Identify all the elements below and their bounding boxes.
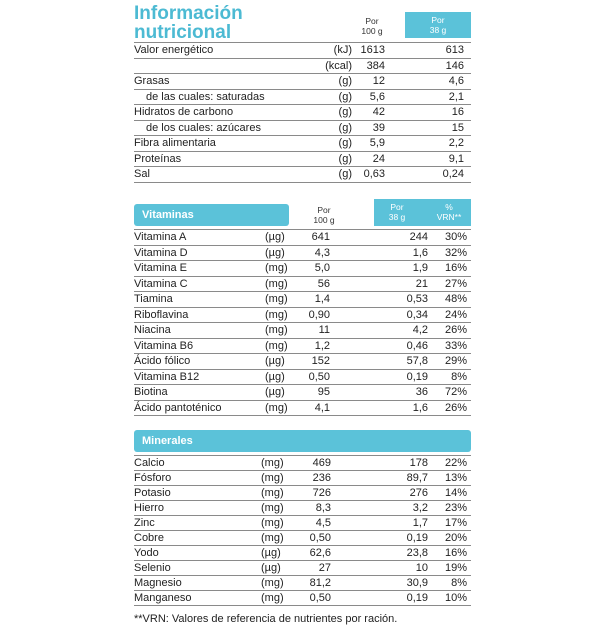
- vitamin-row: [134, 277, 471, 293]
- nutrition-value-100g: 384: [366, 59, 385, 72]
- vitamin-label: Vitamina A: [134, 231, 187, 243]
- nutrition-unit: (g): [338, 75, 352, 87]
- mineral-unit: (mg): [261, 502, 284, 514]
- nutrition-label: Sal: [134, 168, 150, 180]
- nutrition-value-100g: 42: [372, 106, 385, 118]
- nutrition-row: [134, 105, 471, 121]
- nutrition-value-100g: 39: [372, 121, 385, 134]
- mineral-label: Selenio: [134, 562, 171, 574]
- mineral-value-100g: 4,5: [315, 517, 331, 529]
- nutrition-value-serving: 16: [451, 106, 464, 118]
- nutrition-col-100g-header: Por 100 g: [361, 16, 383, 36]
- vitamin-value-100g: 1,2: [314, 339, 330, 352]
- mineral-row: [134, 516, 471, 531]
- mineral-unit: (µg): [261, 562, 281, 574]
- vitamin-value-100g: 95: [317, 386, 330, 398]
- mineral-row: [134, 456, 471, 471]
- mineral-unit: (mg): [261, 472, 284, 484]
- nutrition-value-serving: 613: [445, 44, 464, 56]
- mineral-label: Cobre: [134, 532, 164, 544]
- vitamin-value-serving: 1,9: [412, 262, 428, 274]
- mineral-row: [134, 531, 471, 546]
- mineral-value-serving: 276: [409, 487, 428, 499]
- vitamin-value-100g: 0,50: [308, 370, 330, 383]
- vitamins-header: Vitaminas: [134, 204, 289, 226]
- mineral-unit: (µg): [261, 547, 281, 559]
- vitamin-value-serving: 0,34: [406, 308, 428, 321]
- mineral-value-100g: 236: [312, 472, 331, 484]
- vitamin-label: Tiamina: [134, 293, 173, 305]
- nutrition-value-100g: 1613: [360, 44, 385, 56]
- vitamin-label: Biotina: [134, 386, 168, 398]
- nutrition-value-serving: 4,6: [448, 75, 464, 87]
- vitamin-value-100g: 4,1: [314, 401, 330, 414]
- vitamin-row: [134, 308, 471, 324]
- mineral-row: [134, 561, 471, 576]
- vitamin-value-100g: 1,4: [314, 293, 330, 305]
- mineral-value-vrn: 19%: [444, 562, 467, 574]
- vitamin-value-vrn: 26%: [444, 324, 467, 336]
- nutrition-value-serving: 9,1: [448, 152, 464, 165]
- nutrition-row: [134, 59, 471, 75]
- nutrition-row: [134, 121, 471, 137]
- nutrition-value-100g: 24: [372, 152, 385, 165]
- mineral-value-serving: 0,19: [406, 532, 428, 544]
- nutrition-unit: (g): [338, 90, 352, 103]
- nutrition-unit: (kJ): [333, 44, 352, 56]
- mineral-value-100g: 81,2: [309, 577, 331, 589]
- nutrition-value-serving: 15: [451, 121, 464, 134]
- nutrition-unit: (g): [338, 121, 352, 134]
- vitamin-unit: (mg): [265, 308, 288, 321]
- vitamin-value-vrn: 8%: [451, 370, 467, 383]
- mineral-value-vrn: 17%: [444, 517, 467, 529]
- title-line-1: Información: [134, 3, 243, 24]
- nutrition-label: Hidratos de carbono: [134, 106, 234, 118]
- mineral-value-100g: 27: [318, 562, 331, 574]
- vitamin-label: Ácido fólico: [134, 355, 191, 367]
- nutrition-row: [134, 74, 471, 90]
- vitamin-value-vrn: 48%: [444, 293, 467, 305]
- vitamin-value-vrn: 24%: [444, 308, 467, 321]
- vitamin-value-serving: 1,6: [412, 246, 428, 259]
- vitamin-unit: (µg): [265, 355, 285, 367]
- nutrition-row: [134, 136, 471, 152]
- mineral-value-100g: 726: [312, 487, 331, 499]
- vitamin-label: Vitamina B12: [134, 370, 200, 383]
- vitamin-unit: (mg): [265, 401, 288, 414]
- mineral-label: Yodo: [134, 547, 159, 559]
- nutrition-unit: (g): [338, 137, 352, 149]
- vitamin-label: Vitamina B6: [134, 339, 194, 352]
- vitamin-value-100g: 4,3: [314, 246, 330, 259]
- vitamin-value-serving: 0,46: [406, 339, 428, 352]
- nutrition-row: [134, 43, 471, 59]
- mineral-unit: (mg): [261, 592, 284, 604]
- vitamin-row: [134, 261, 471, 277]
- vitamin-label: Niacina: [134, 324, 171, 336]
- vitamin-unit: (mg): [265, 262, 288, 274]
- mineral-label: Zinc: [134, 517, 155, 529]
- mineral-row: [134, 576, 471, 591]
- vitamin-row: [134, 323, 471, 339]
- nutrition-col-serving-header: Por 38 g: [405, 12, 471, 38]
- mineral-value-serving: 0,19: [406, 592, 428, 604]
- vitamin-value-serving: 0,53: [406, 293, 428, 305]
- vitamin-unit: (mg): [265, 293, 288, 305]
- nutrition-label: Fibra alimentaria: [134, 137, 216, 149]
- mineral-row: [134, 591, 471, 606]
- mineral-row: [134, 546, 471, 561]
- mineral-value-vrn: 16%: [444, 547, 467, 559]
- nutrition-unit: (kcal): [325, 59, 352, 72]
- mineral-label: Potasio: [134, 487, 171, 499]
- vitamin-row: [134, 354, 471, 370]
- mineral-row: [134, 471, 471, 486]
- mineral-value-serving: 30,9: [406, 577, 428, 589]
- mineral-value-vrn: 23%: [444, 502, 467, 514]
- mineral-label: Fósforo: [134, 472, 172, 484]
- nutrition-value-serving: 2,1: [448, 90, 464, 103]
- vitamins-col-100g-header: Por 100 g: [313, 205, 335, 225]
- vitamin-value-vrn: 26%: [444, 401, 467, 414]
- nutrition-label: Proteínas: [134, 152, 182, 165]
- vitamin-value-100g: 11: [318, 324, 330, 336]
- nutrition-value-100g: 0,63: [363, 168, 385, 180]
- mineral-unit: (mg): [261, 487, 284, 499]
- mineral-value-100g: 0,50: [309, 532, 331, 544]
- mineral-value-vrn: 22%: [444, 457, 467, 469]
- nutrition-unit: (g): [338, 152, 352, 165]
- vitamin-unit: (mg): [265, 277, 288, 290]
- nutrition-row: [134, 167, 471, 183]
- nutrition-row: [134, 90, 471, 106]
- minerals-header: Minerales: [134, 430, 471, 452]
- mineral-value-vrn: 14%: [444, 487, 467, 499]
- mineral-value-serving: 10: [415, 562, 428, 574]
- mineral-label: Magnesio: [134, 577, 182, 589]
- vitamin-label: Vitamina D: [134, 246, 188, 259]
- mineral-value-100g: 0,50: [309, 592, 331, 604]
- vitamin-value-100g: 56: [317, 277, 330, 290]
- mineral-label: Calcio: [134, 457, 165, 469]
- mineral-unit: (mg): [261, 532, 284, 544]
- mineral-label: Hierro: [134, 502, 164, 514]
- nutrition-value-100g: 5,9: [369, 137, 385, 149]
- vitamin-label: Ácido pantoténico: [134, 401, 222, 414]
- mineral-value-serving: 178: [409, 457, 428, 469]
- mineral-value-100g: 469: [312, 457, 331, 469]
- vitamin-label: Vitamina C: [134, 277, 188, 290]
- vitamin-value-vrn: 27%: [444, 277, 467, 290]
- mineral-unit: (mg): [261, 457, 284, 469]
- vitamins-serving-vrn-header: Por 38 g % VRN**: [374, 199, 471, 226]
- vitamin-label: Riboflavina: [134, 308, 189, 321]
- mineral-value-serving: 23,8: [406, 547, 428, 559]
- vitamin-unit: (µg): [265, 246, 285, 259]
- mineral-value-vrn: 13%: [444, 472, 467, 484]
- vitamin-label: Vitamina E: [134, 262, 187, 274]
- nutrition-label: de los cuales: azúcares: [146, 121, 261, 134]
- mineral-value-100g: 8,3: [315, 502, 331, 514]
- mineral-value-serving: 89,7: [406, 472, 428, 484]
- vitamin-value-100g: 5,0: [314, 262, 330, 274]
- vitamin-value-serving: 1,6: [412, 401, 428, 414]
- vitamin-unit: (µg): [265, 231, 285, 243]
- nutrition-value-100g: 12: [372, 75, 385, 87]
- nutrition-label: Valor energético: [134, 44, 214, 56]
- mineral-value-serving: 3,2: [412, 502, 428, 514]
- vitamin-unit: (mg): [265, 324, 288, 336]
- vitamin-value-vrn: 72%: [444, 386, 467, 398]
- vitamin-row: [134, 385, 471, 401]
- nutrition-unit: (g): [338, 106, 352, 118]
- mineral-unit: (mg): [261, 577, 284, 589]
- vitamin-value-100g: 641: [311, 231, 330, 243]
- footnote: **VRN: Valores de referencia de nutrientes por ración.: [134, 613, 398, 625]
- mineral-row: [134, 501, 471, 516]
- vitamin-value-vrn: 30%: [444, 231, 467, 243]
- vitamin-row: [134, 370, 471, 386]
- vitamin-unit: (µg): [265, 386, 285, 398]
- mineral-value-vrn: 20%: [444, 532, 467, 544]
- vitamin-value-serving: 21: [415, 277, 428, 290]
- vitamin-row: [134, 401, 471, 417]
- vitamin-value-vrn: 33%: [444, 339, 467, 352]
- vitamin-row: [134, 246, 471, 262]
- mineral-row: [134, 486, 471, 501]
- nutrition-value-serving: 146: [445, 59, 464, 72]
- nutrition-value-serving: 0,24: [442, 168, 464, 180]
- nutrition-value-100g: 5,6: [369, 90, 385, 103]
- vitamin-value-vrn: 16%: [444, 262, 467, 274]
- nutrition-value-serving: 2,2: [448, 137, 464, 149]
- vitamin-value-serving: 4,2: [412, 324, 428, 336]
- mineral-value-100g: 62,6: [309, 547, 331, 559]
- vitamin-value-serving: 36: [415, 386, 428, 398]
- nutrition-unit: (g): [338, 168, 352, 180]
- vitamin-unit: (µg): [265, 370, 285, 383]
- vitamin-value-100g: 152: [311, 355, 330, 367]
- vitamin-value-vrn: 32%: [444, 246, 467, 259]
- vitamin-value-serving: 0,19: [406, 370, 428, 383]
- nutrition-label: Grasas: [134, 75, 170, 87]
- vitamin-unit: (mg): [265, 339, 288, 352]
- mineral-value-vrn: 8%: [451, 577, 467, 589]
- vitamin-row: [134, 292, 471, 308]
- mineral-value-vrn: 10%: [444, 592, 467, 604]
- vitamin-value-vrn: 29%: [444, 355, 467, 367]
- vitamin-value-serving: 57,8: [406, 355, 428, 367]
- mineral-value-serving: 1,7: [412, 517, 428, 529]
- vitamin-value-100g: 0,90: [308, 308, 330, 321]
- vitamin-row: [134, 230, 471, 246]
- title-line-2: nutricional: [134, 22, 232, 43]
- nutrition-row: [134, 152, 471, 168]
- mineral-unit: (mg): [261, 517, 284, 529]
- vitamin-value-serving: 244: [409, 231, 428, 243]
- page-title: [134, 4, 243, 42]
- vitamin-row: [134, 339, 471, 355]
- mineral-label: Manganeso: [134, 592, 192, 604]
- nutrition-label: de las cuales: saturadas: [146, 90, 265, 103]
